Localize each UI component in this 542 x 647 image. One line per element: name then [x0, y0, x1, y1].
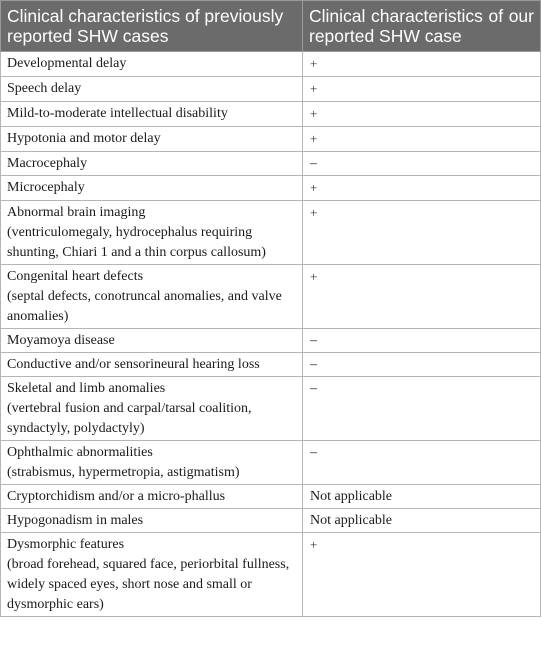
- table-row: [1, 353, 541, 377]
- feature-cell: [1, 265, 303, 329]
- feature-cell: [1, 176, 303, 201]
- finding-value: Not applicable: [310, 489, 393, 504]
- feature-cell: [1, 485, 303, 509]
- feature-name: Dysmorphic features: [7, 537, 125, 552]
- feature-cell: [1, 441, 303, 485]
- feature-name: Speech delay: [7, 81, 82, 96]
- finding-value: +: [310, 180, 318, 195]
- feature-detail: (broad forehead, squared face, periorbital fullness, widely spaced eyes, short nose and small or dysmorphic ears): [7, 557, 290, 612]
- feature-cell: [1, 329, 303, 353]
- feature-cell: [1, 52, 303, 77]
- feature-cell: [1, 77, 303, 102]
- finding-value: –: [310, 381, 317, 396]
- table-row: [1, 176, 541, 201]
- table-row: [1, 329, 541, 353]
- header-previous-cases: Clinical characteristics of previously reported SHW cases: [1, 1, 303, 52]
- value-cell: [303, 102, 541, 127]
- feature-cell: [1, 509, 303, 533]
- feature-cell: [1, 201, 303, 265]
- table-body: [1, 52, 541, 617]
- finding-value: –: [310, 156, 317, 171]
- value-cell: [303, 52, 541, 77]
- value-cell: [303, 509, 541, 533]
- value-cell: [303, 201, 541, 265]
- feature-name: Hypogonadism in males: [7, 513, 144, 528]
- feature-cell: [1, 533, 303, 617]
- value-cell: [303, 441, 541, 485]
- table-row: [1, 52, 541, 77]
- feature-name: Abnormal brain imaging: [7, 205, 146, 220]
- finding-value: –: [310, 445, 317, 460]
- feature-name: Conductive and/or sensorineural hearing loss: [7, 357, 260, 372]
- feature-name: Macrocephaly: [7, 156, 88, 171]
- table-row: [1, 377, 541, 441]
- feature-name: Developmental delay: [7, 56, 127, 71]
- table-row: [1, 152, 541, 176]
- finding-value: +: [310, 269, 318, 284]
- value-cell: [303, 265, 541, 329]
- value-cell: [303, 485, 541, 509]
- feature-cell: [1, 377, 303, 441]
- feature-name: Moyamoya disease: [7, 333, 115, 348]
- value-cell: [303, 353, 541, 377]
- table-row: [1, 533, 541, 617]
- value-cell: [303, 127, 541, 152]
- table-row: [1, 265, 541, 329]
- table-row: [1, 127, 541, 152]
- value-cell: [303, 377, 541, 441]
- header-our-case: Clinical characteristics of our reported SHW case: [303, 1, 541, 52]
- feature-cell: [1, 127, 303, 152]
- feature-cell: [1, 353, 303, 377]
- table-row: [1, 77, 541, 102]
- feature-detail: (vertebral fusion and carpal/tarsal coalition, syndactyly, polydactyly): [7, 401, 252, 436]
- feature-name: Skeletal and limb anomalies: [7, 381, 166, 396]
- finding-value: +: [310, 537, 318, 552]
- value-cell: [303, 533, 541, 617]
- table-row: [1, 201, 541, 265]
- finding-value: +: [310, 131, 318, 146]
- feature-detail: (septal defects, conotruncal anomalies, and valve anomalies): [7, 289, 282, 324]
- table-header: [1, 1, 541, 52]
- finding-value: +: [310, 106, 318, 121]
- header-row: [1, 1, 541, 52]
- table-row: [1, 485, 541, 509]
- feature-name: Cryptorchidism and/or a micro-phallus: [7, 489, 226, 504]
- finding-value: Not applicable: [310, 513, 393, 528]
- value-cell: [303, 152, 541, 176]
- table-row: [1, 509, 541, 533]
- feature-name: Congenital heart defects: [7, 269, 144, 284]
- finding-value: +: [310, 56, 318, 71]
- feature-cell: [1, 102, 303, 127]
- finding-value: –: [310, 333, 317, 348]
- finding-value: +: [310, 205, 318, 220]
- table-row: [1, 102, 541, 127]
- feature-cell: [1, 152, 303, 176]
- feature-name: Hypotonia and motor delay: [7, 131, 161, 146]
- value-cell: [303, 176, 541, 201]
- finding-value: –: [310, 357, 317, 372]
- value-cell: [303, 77, 541, 102]
- finding-value: +: [310, 81, 318, 96]
- feature-name: Mild-to-moderate intellectual disability: [7, 106, 228, 121]
- feature-name: Ophthalmic abnormalities: [7, 445, 153, 460]
- feature-detail: (ventriculomegaly, hydrocephalus requiring shunting, Chiari 1 and a thin corpus callosum): [7, 225, 266, 260]
- table-row: [1, 441, 541, 485]
- feature-name: Microcephaly: [7, 180, 85, 195]
- value-cell: [303, 329, 541, 353]
- feature-detail: (strabismus, hypermetropia, astigmatism): [7, 465, 240, 480]
